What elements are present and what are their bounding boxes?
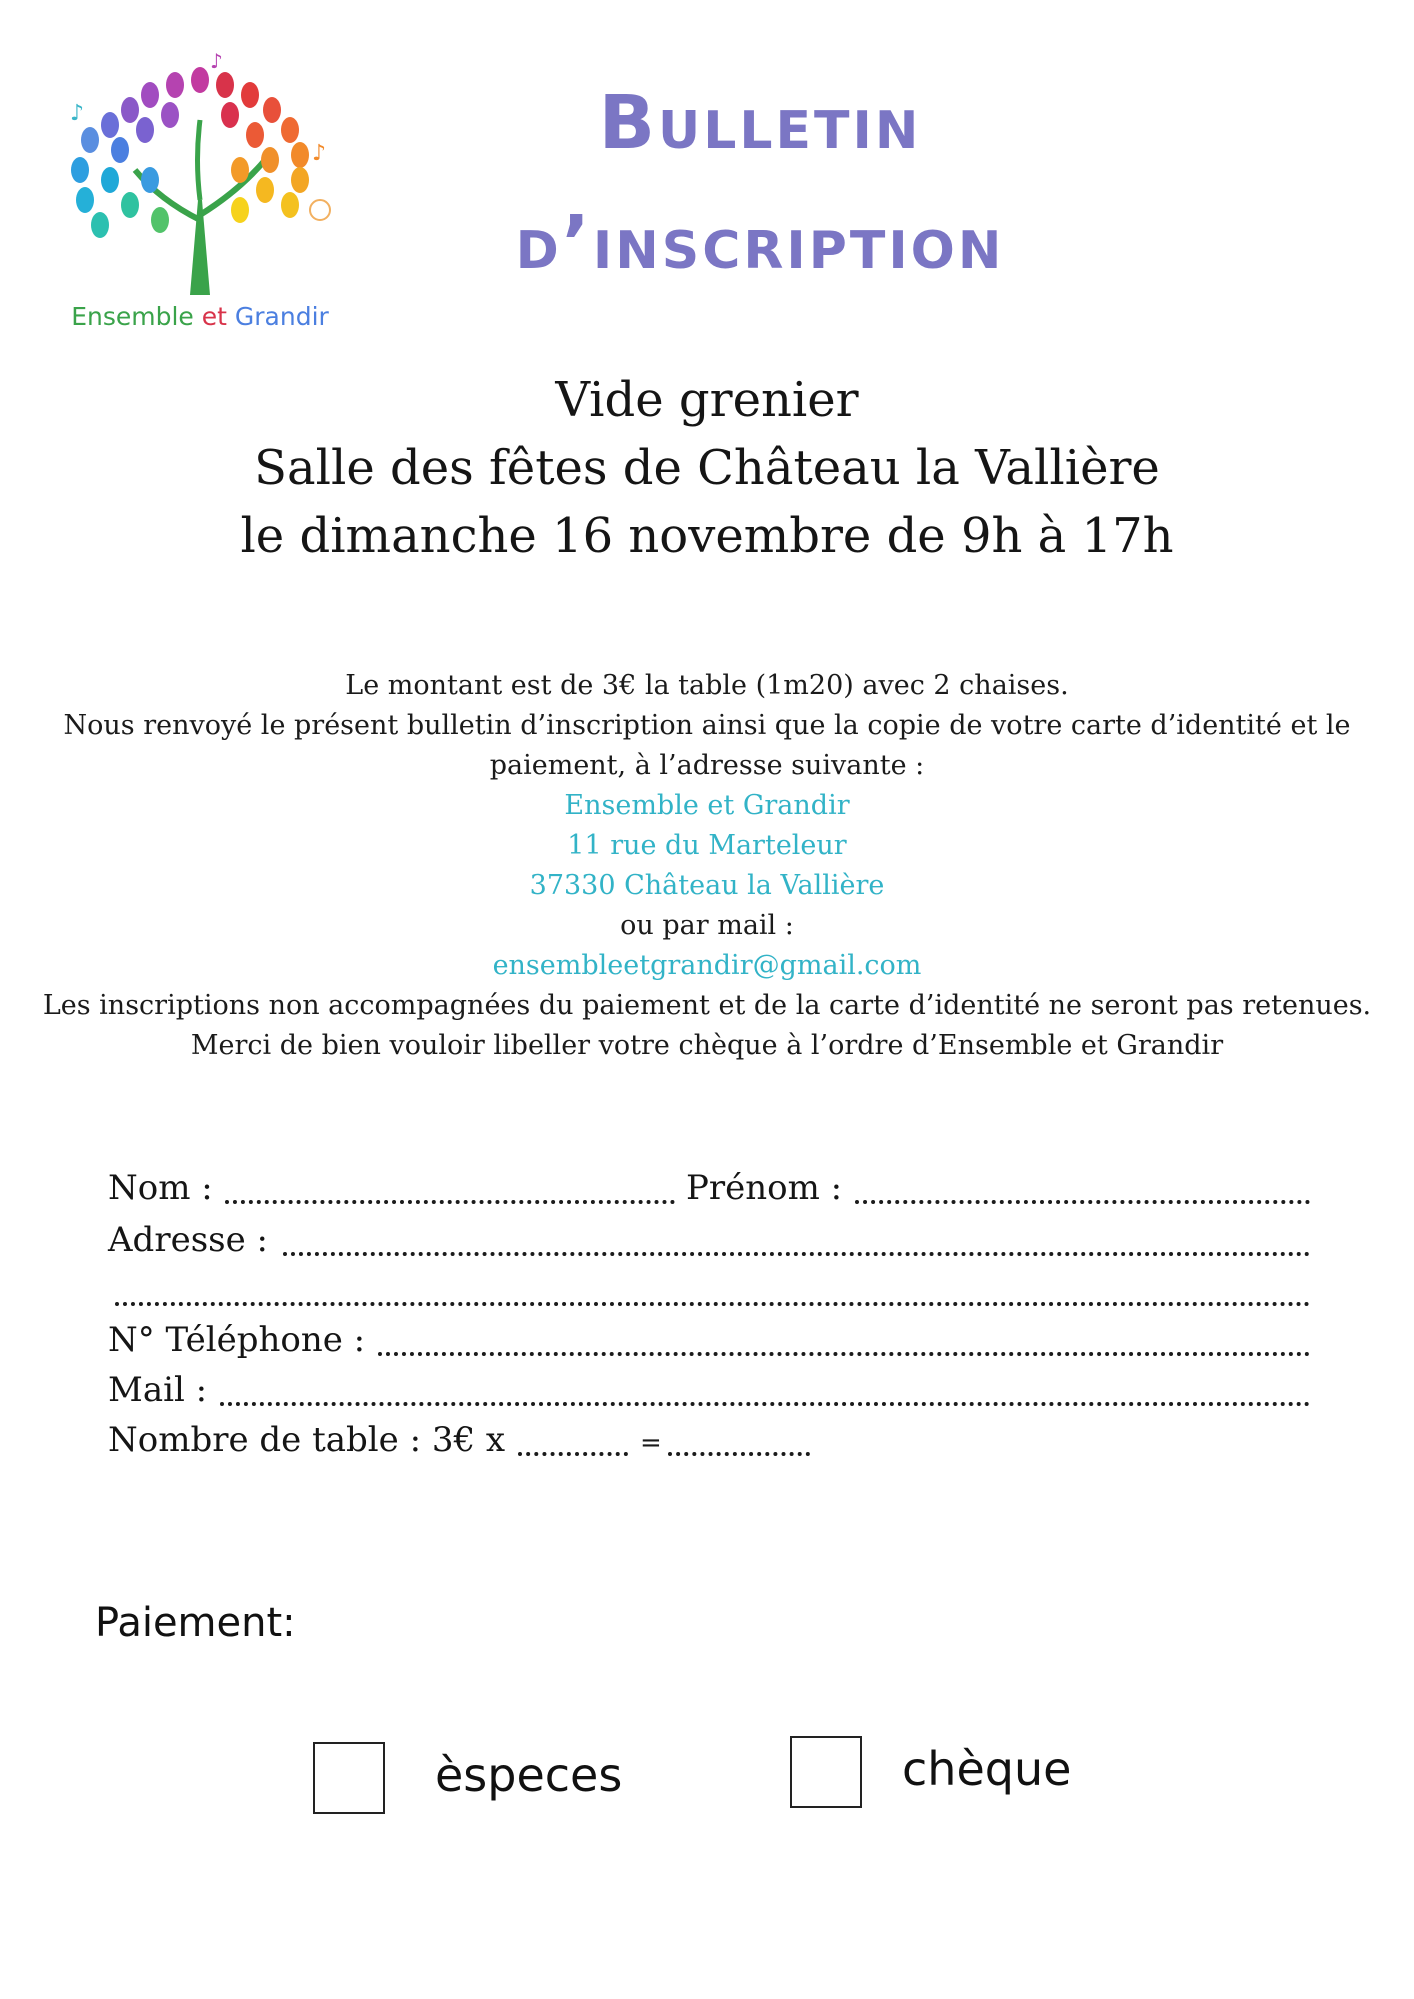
address-name: Ensemble et Grandir: [564, 790, 850, 821]
event-location: Salle des fêtes de Château la Vallière: [254, 440, 1160, 496]
svg-text:♪: ♪: [312, 141, 327, 166]
cash-label: èspeces: [435, 1748, 623, 1802]
adresse-field-2[interactable]: [115, 1302, 1310, 1306]
cheque-checkbox[interactable]: [790, 1736, 862, 1808]
equals-sign: =: [640, 1428, 662, 1458]
prenom-field[interactable]: [855, 1200, 1310, 1204]
event-date: le dimanche 16 novembre de 9h à 17h: [240, 508, 1174, 564]
logo-text: Ensemble et Grandir: [71, 302, 329, 331]
logo: [50, 50, 350, 345]
prenom-label: Prénom :: [686, 1168, 843, 1208]
svg-text:♪: ♪: [210, 50, 223, 73]
nom-label: Nom :: [108, 1168, 213, 1208]
cheque-label: chèque: [902, 1742, 1072, 1796]
title-line-1: Bulletin: [598, 80, 922, 166]
tables-label: Nombre de table : 3€ x: [108, 1420, 506, 1460]
adresse-label: Adresse :: [108, 1220, 268, 1260]
tables-count-field[interactable]: [518, 1452, 628, 1456]
mail-label: Mail :: [108, 1370, 208, 1410]
cash-checkbox[interactable]: [313, 1742, 385, 1814]
title-line-2: d’inscription: [515, 200, 1005, 286]
adresse-field[interactable]: [283, 1252, 1310, 1256]
send-instructions-2: paiement, à l’adresse suivante :: [489, 750, 925, 781]
tree-logo-icon: [50, 50, 350, 300]
nom-field[interactable]: [225, 1200, 675, 1204]
address-city: 37330 Château la Vallière: [529, 870, 885, 901]
or-mail: ou par mail :: [620, 910, 794, 941]
cheque-order: Merci de bien vouloir libeller votre chèque à l’ordre d’Ensemble et Grandir: [190, 1030, 1224, 1061]
email-link[interactable]: ensembleetgrandir@gmail.com: [492, 950, 922, 981]
price-info: Le montant est de 3€ la table (1m20) avec 2 chaises.: [345, 670, 1069, 701]
telephone-label: N° Téléphone :: [108, 1320, 366, 1360]
warning-text: Les inscriptions non accompagnées du paiement et de la carte d’identité ne seront pas retenues.: [42, 990, 1372, 1021]
send-instructions-1: Nous renvoyé le présent bulletin d’inscription ainsi que la copie de votre carte d’identité et le: [63, 710, 1351, 741]
mail-field[interactable]: [220, 1402, 1310, 1406]
telephone-field[interactable]: [378, 1352, 1310, 1356]
event-title: Vide grenier: [555, 372, 859, 428]
svg-text:♪: ♪: [70, 101, 85, 126]
payment-label: Paiement:: [95, 1600, 296, 1646]
address-street: 11 rue du Marteleur: [567, 830, 847, 861]
tables-total-field[interactable]: [668, 1452, 810, 1456]
